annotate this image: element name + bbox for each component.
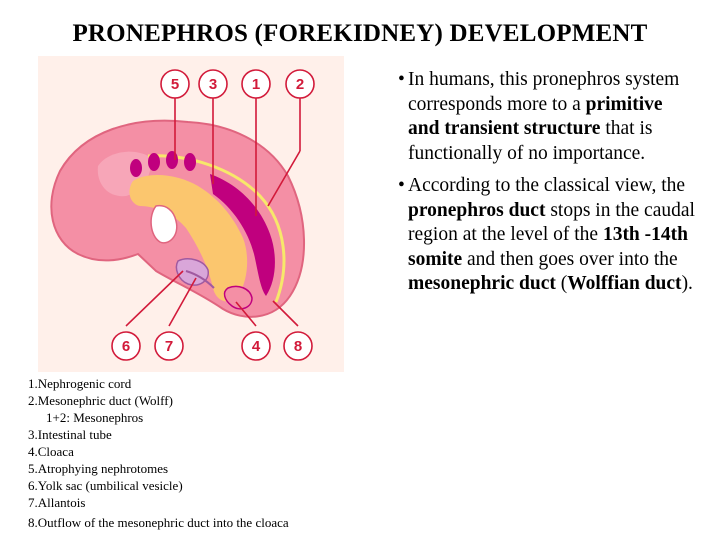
- bullet-mark: •: [398, 175, 405, 196]
- nephrotome: [148, 153, 160, 171]
- figure-legend: [28, 375, 289, 531]
- embryo-diagram: [38, 56, 344, 372]
- callout-label: 1: [251, 76, 261, 93]
- bullet-text: In humans, this pronephros system corresponds more to a primitive and transient structure that is functionally of no importance.: [408, 69, 680, 164]
- callout-label: 3: [208, 76, 218, 93]
- legend-item: 3.Intestinal tube: [28, 427, 112, 442]
- legend-item: 8.Outflow of the mesonephric duct into the cloaca: [28, 515, 289, 530]
- bullet-list: [398, 68, 698, 305]
- nephrotome: [130, 159, 142, 177]
- bullet-text: According to the classical view, the pronephros duct stops in the caudal region at the level of the 13th -14th somite and then goes over into the mesonephric duct (Wolffian duct).: [408, 175, 695, 294]
- legend-item: 4.Cloaca: [28, 444, 74, 459]
- callout-label: 8: [293, 338, 303, 355]
- callout-label: 4: [251, 338, 261, 355]
- page-title: PRONEPHROS (FOREKIDNEY) DEVELOPMENT: [72, 20, 648, 47]
- callout-label: 6: [121, 338, 131, 355]
- nephrotome: [166, 151, 178, 169]
- legend-item: 1.Nephrogenic cord: [28, 376, 132, 391]
- bullet-item: [398, 174, 698, 297]
- legend-item: 6.Yolk sac (umbilical vesicle): [28, 478, 183, 493]
- nephrotome: [184, 153, 196, 171]
- bullet-item: [398, 68, 698, 166]
- bullet-mark: •: [398, 69, 405, 90]
- callout-label: 7: [164, 338, 174, 355]
- callout-label: 5: [170, 76, 180, 93]
- callout-label: 2: [295, 76, 305, 93]
- legend-item: 7.Allantois: [28, 495, 86, 510]
- legend-item: 5.Atrophying nephrotomes: [28, 461, 169, 476]
- legend-item: 1+2: Mesonephros: [46, 410, 144, 425]
- legend-item: 2.Mesonephric duct (Wolff): [28, 393, 173, 408]
